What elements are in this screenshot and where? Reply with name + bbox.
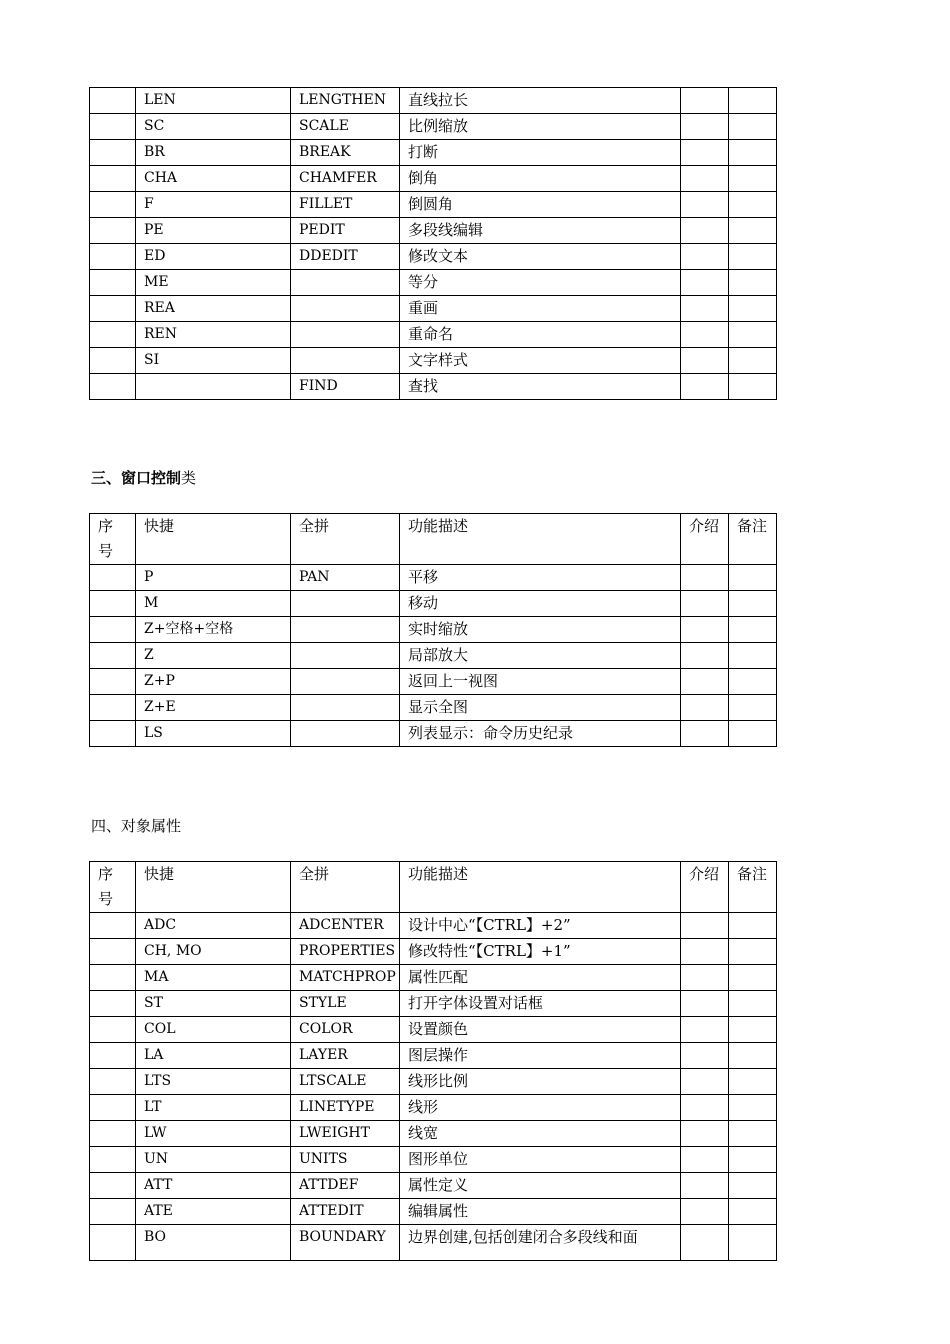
- intro-cell: [681, 1199, 729, 1225]
- table-row: [90, 669, 777, 695]
- intro-cell: [681, 348, 729, 374]
- shortcut-cell: LTS: [136, 1069, 291, 1095]
- full-command-cell: [291, 348, 400, 374]
- note-cell: [729, 88, 777, 114]
- full-command-cell: [291, 322, 400, 348]
- intro-cell: [681, 1095, 729, 1121]
- row-number-cell: [90, 244, 136, 270]
- shortcut-cell: F: [136, 192, 291, 218]
- shortcut-cell: PE: [136, 218, 291, 244]
- intro-cell: [681, 591, 729, 617]
- shortcut-cell: LEN: [136, 88, 291, 114]
- table-row: [90, 591, 777, 617]
- description-cell: 移动: [400, 591, 681, 617]
- table-row: [90, 913, 777, 939]
- row-number-cell: [90, 1199, 136, 1225]
- table-row: [90, 244, 777, 270]
- full-command-cell: PAN: [291, 565, 400, 591]
- row-number-cell: [90, 374, 136, 400]
- table-header-row: [90, 514, 777, 565]
- intro-cell: [681, 166, 729, 192]
- intro-cell: [681, 1043, 729, 1069]
- shortcut-cell: BR: [136, 140, 291, 166]
- note-cell: [729, 991, 777, 1017]
- table-row: [90, 565, 777, 591]
- description-cell: 显示全图: [400, 695, 681, 721]
- full-command-cell: LWEIGHT: [291, 1121, 400, 1147]
- description-cell: 图形单位: [400, 1147, 681, 1173]
- row-number-cell: [90, 1043, 136, 1069]
- description-cell: 文字样式: [400, 348, 681, 374]
- shortcut-cell: SI: [136, 348, 291, 374]
- description-cell: 实时缩放: [400, 617, 681, 643]
- intro-cell: [681, 695, 729, 721]
- intro-cell: [681, 965, 729, 991]
- full-command-cell: [291, 643, 400, 669]
- note-cell: [729, 695, 777, 721]
- note-cell: [729, 643, 777, 669]
- row-number-cell: [90, 218, 136, 244]
- note-cell: [729, 244, 777, 270]
- shortcut-cell: ED: [136, 244, 291, 270]
- table-row: [90, 88, 777, 114]
- intro-cell: [681, 1147, 729, 1173]
- shortcut-cell: SC: [136, 114, 291, 140]
- note-cell: [729, 965, 777, 991]
- table-row: [90, 939, 777, 965]
- table-row: [90, 322, 777, 348]
- table-row: [90, 1121, 777, 1147]
- row-number-cell: [90, 669, 136, 695]
- description-cell: 返回上一视图: [400, 669, 681, 695]
- row-number-cell: [90, 114, 136, 140]
- note-cell: [729, 939, 777, 965]
- header-note-cell: 备注: [729, 862, 777, 913]
- description-cell: 线形比例: [400, 1069, 681, 1095]
- table-row: [90, 1069, 777, 1095]
- full-command-cell: [291, 296, 400, 322]
- shortcut-cell: ATE: [136, 1199, 291, 1225]
- note-cell: [729, 617, 777, 643]
- description-cell: 属性匹配: [400, 965, 681, 991]
- note-cell: [729, 114, 777, 140]
- table-row: [90, 114, 777, 140]
- intro-cell: [681, 1225, 729, 1261]
- full-command-cell: STYLE: [291, 991, 400, 1017]
- row-number-cell: [90, 1095, 136, 1121]
- full-command-cell: [291, 617, 400, 643]
- description-cell: 倒圆角: [400, 192, 681, 218]
- full-command-cell: ATTDEF: [291, 1173, 400, 1199]
- table-header-row: [90, 862, 777, 913]
- shortcut-cell: ME: [136, 270, 291, 296]
- intro-cell: [681, 244, 729, 270]
- full-command-cell: SCALE: [291, 114, 400, 140]
- note-cell: [729, 374, 777, 400]
- shortcut-cell: Z+E: [136, 695, 291, 721]
- intro-cell: [681, 617, 729, 643]
- intro-cell: [681, 270, 729, 296]
- description-cell: 设置颜色: [400, 1017, 681, 1043]
- shortcut-cell: ST: [136, 991, 291, 1017]
- intro-cell: [681, 1121, 729, 1147]
- shortcut-cell: UN: [136, 1147, 291, 1173]
- table-row: [90, 1017, 777, 1043]
- section-heading-bold: 三、窗口控制: [91, 469, 182, 487]
- shortcut-cell: Z+P: [136, 669, 291, 695]
- shortcut-cell: M: [136, 591, 291, 617]
- shortcut-cell: LA: [136, 1043, 291, 1069]
- table-row: [90, 374, 777, 400]
- section-heading-suffix: 类: [181, 469, 197, 487]
- row-number-cell: [90, 1225, 136, 1261]
- row-number-cell: [90, 296, 136, 322]
- description-cell: 边界创建,包括创建闭合多段线和面: [400, 1225, 681, 1261]
- table-row: [90, 192, 777, 218]
- header-full-command-cell: 全拼: [291, 862, 400, 913]
- table-row: [90, 270, 777, 296]
- note-cell: [729, 721, 777, 747]
- intro-cell: [681, 939, 729, 965]
- table-row: [90, 348, 777, 374]
- intro-cell: [681, 913, 729, 939]
- full-command-cell: CHAMFER: [291, 166, 400, 192]
- description-cell: 倒角: [400, 166, 681, 192]
- full-command-cell: BREAK: [291, 140, 400, 166]
- row-number-cell: [90, 939, 136, 965]
- intro-cell: [681, 1069, 729, 1095]
- row-number-cell: [90, 913, 136, 939]
- header-intro-cell: 介绍: [681, 514, 729, 565]
- full-command-cell: ADCENTER: [291, 913, 400, 939]
- row-number-cell: [90, 140, 136, 166]
- description-cell: 修改特性“【CTRL】+1”: [400, 939, 681, 965]
- full-command-cell: MATCHPROP: [291, 965, 400, 991]
- intro-cell: [681, 140, 729, 166]
- note-cell: [729, 270, 777, 296]
- section-heading-object-properties: 四、对象属性: [91, 817, 182, 835]
- table-row: [90, 1225, 777, 1261]
- full-command-cell: BOUNDARY: [291, 1225, 400, 1261]
- table-row: [90, 1095, 777, 1121]
- description-cell: 多段线编辑: [400, 218, 681, 244]
- shortcut-cell: Z: [136, 643, 291, 669]
- note-cell: [729, 1225, 777, 1261]
- table-row: [90, 218, 777, 244]
- shortcut-cell: ADC: [136, 913, 291, 939]
- intro-cell: [681, 1017, 729, 1043]
- command-table-object-properties: [89, 861, 777, 1261]
- description-cell: 打断: [400, 140, 681, 166]
- description-cell: 重命名: [400, 322, 681, 348]
- table-row: [90, 1147, 777, 1173]
- full-command-cell: [291, 669, 400, 695]
- full-command-cell: DDEDIT: [291, 244, 400, 270]
- full-command-cell: FIND: [291, 374, 400, 400]
- shortcut-cell: CHA: [136, 166, 291, 192]
- full-command-cell: LINETYPE: [291, 1095, 400, 1121]
- row-number-cell: [90, 1121, 136, 1147]
- header-shortcut-cell: 快捷: [136, 862, 291, 913]
- intro-cell: [681, 218, 729, 244]
- intro-cell: [681, 296, 729, 322]
- description-cell: 图层操作: [400, 1043, 681, 1069]
- table-row: [90, 695, 777, 721]
- full-command-cell: UNITS: [291, 1147, 400, 1173]
- description-cell: 等分: [400, 270, 681, 296]
- table-row: [90, 166, 777, 192]
- description-cell: 查找: [400, 374, 681, 400]
- table-row: [90, 617, 777, 643]
- intro-cell: [681, 721, 729, 747]
- row-number-cell: [90, 591, 136, 617]
- shortcut-cell: REN: [136, 322, 291, 348]
- description-cell: 平移: [400, 565, 681, 591]
- header-note-cell: 备注: [729, 514, 777, 565]
- note-cell: [729, 1017, 777, 1043]
- full-command-cell: PROPERTIES: [291, 939, 400, 965]
- shortcut-cell: REA: [136, 296, 291, 322]
- note-cell: [729, 140, 777, 166]
- full-command-cell: LENGTHEN: [291, 88, 400, 114]
- shortcut-cell: LT: [136, 1095, 291, 1121]
- full-command-cell: LTSCALE: [291, 1069, 400, 1095]
- shortcut-cell: ATT: [136, 1173, 291, 1199]
- full-command-cell: [291, 721, 400, 747]
- header-row-number-cell: 序号: [90, 862, 136, 913]
- table-row: [90, 296, 777, 322]
- table-row: [90, 965, 777, 991]
- full-command-cell: COLOR: [291, 1017, 400, 1043]
- row-number-cell: [90, 565, 136, 591]
- note-cell: [729, 1069, 777, 1095]
- description-cell: 重画: [400, 296, 681, 322]
- note-cell: [729, 218, 777, 244]
- note-cell: [729, 322, 777, 348]
- header-intro-cell: 介绍: [681, 862, 729, 913]
- full-command-cell: LAYER: [291, 1043, 400, 1069]
- intro-cell: [681, 991, 729, 1017]
- shortcut-cell: LW: [136, 1121, 291, 1147]
- shortcut-cell: BO: [136, 1225, 291, 1261]
- table-row: [90, 643, 777, 669]
- description-cell: 打开字体设置对话框: [400, 991, 681, 1017]
- full-command-cell: PEDIT: [291, 218, 400, 244]
- full-command-cell: [291, 270, 400, 296]
- row-number-cell: [90, 721, 136, 747]
- intro-cell: [681, 1173, 729, 1199]
- intro-cell: [681, 192, 729, 218]
- note-cell: [729, 591, 777, 617]
- row-number-cell: [90, 617, 136, 643]
- intro-cell: [681, 114, 729, 140]
- note-cell: [729, 1095, 777, 1121]
- note-cell: [729, 913, 777, 939]
- row-number-cell: [90, 1017, 136, 1043]
- note-cell: [729, 166, 777, 192]
- description-cell: 线形: [400, 1095, 681, 1121]
- table-row: [90, 140, 777, 166]
- command-table-editing: [89, 87, 777, 400]
- shortcut-cell: COL: [136, 1017, 291, 1043]
- row-number-cell: [90, 88, 136, 114]
- intro-cell: [681, 322, 729, 348]
- row-number-cell: [90, 695, 136, 721]
- note-cell: [729, 1121, 777, 1147]
- description-cell: 设计中心“【CTRL】+2”: [400, 913, 681, 939]
- table-row: [90, 1199, 777, 1225]
- header-description-cell: 功能描述: [400, 862, 681, 913]
- note-cell: [729, 296, 777, 322]
- note-cell: [729, 1173, 777, 1199]
- row-number-cell: [90, 192, 136, 218]
- row-number-cell: [90, 965, 136, 991]
- note-cell: [729, 1199, 777, 1225]
- full-command-cell: [291, 695, 400, 721]
- intro-cell: [681, 669, 729, 695]
- note-cell: [729, 192, 777, 218]
- table-row: [90, 721, 777, 747]
- full-command-cell: [291, 591, 400, 617]
- row-number-cell: [90, 348, 136, 374]
- header-full-command-cell: 全拼: [291, 514, 400, 565]
- intro-cell: [681, 565, 729, 591]
- section-heading-window-control: [91, 468, 196, 488]
- command-table-window-control: [89, 513, 777, 747]
- intro-cell: [681, 643, 729, 669]
- full-command-cell: FILLET: [291, 192, 400, 218]
- table-row: [90, 1043, 777, 1069]
- description-cell: 属性定义: [400, 1173, 681, 1199]
- row-number-cell: [90, 1069, 136, 1095]
- note-cell: [729, 1043, 777, 1069]
- shortcut-cell: Z+空格+空格: [136, 617, 291, 643]
- header-shortcut-cell: 快捷: [136, 514, 291, 565]
- description-cell: 线宽: [400, 1121, 681, 1147]
- row-number-cell: [90, 1173, 136, 1199]
- table-row: [90, 991, 777, 1017]
- row-number-cell: [90, 991, 136, 1017]
- table-row: [90, 1173, 777, 1199]
- note-cell: [729, 348, 777, 374]
- note-cell: [729, 669, 777, 695]
- header-row-number-cell: 序号: [90, 514, 136, 565]
- header-description-cell: 功能描述: [400, 514, 681, 565]
- row-number-cell: [90, 1147, 136, 1173]
- shortcut-cell: MA: [136, 965, 291, 991]
- shortcut-cell: [136, 374, 291, 400]
- shortcut-cell: LS: [136, 721, 291, 747]
- intro-cell: [681, 88, 729, 114]
- row-number-cell: [90, 643, 136, 669]
- row-number-cell: [90, 270, 136, 296]
- description-cell: 直线拉长: [400, 88, 681, 114]
- description-cell: 比例缩放: [400, 114, 681, 140]
- description-cell: 局部放大: [400, 643, 681, 669]
- description-cell: 修改文本: [400, 244, 681, 270]
- full-command-cell: ATTEDIT: [291, 1199, 400, 1225]
- intro-cell: [681, 374, 729, 400]
- description-cell: 列表显示：命令历史纪录: [400, 721, 681, 747]
- note-cell: [729, 1147, 777, 1173]
- row-number-cell: [90, 166, 136, 192]
- shortcut-cell: CH, MO: [136, 939, 291, 965]
- shortcut-cell: P: [136, 565, 291, 591]
- description-cell: 编辑属性: [400, 1199, 681, 1225]
- note-cell: [729, 565, 777, 591]
- row-number-cell: [90, 322, 136, 348]
